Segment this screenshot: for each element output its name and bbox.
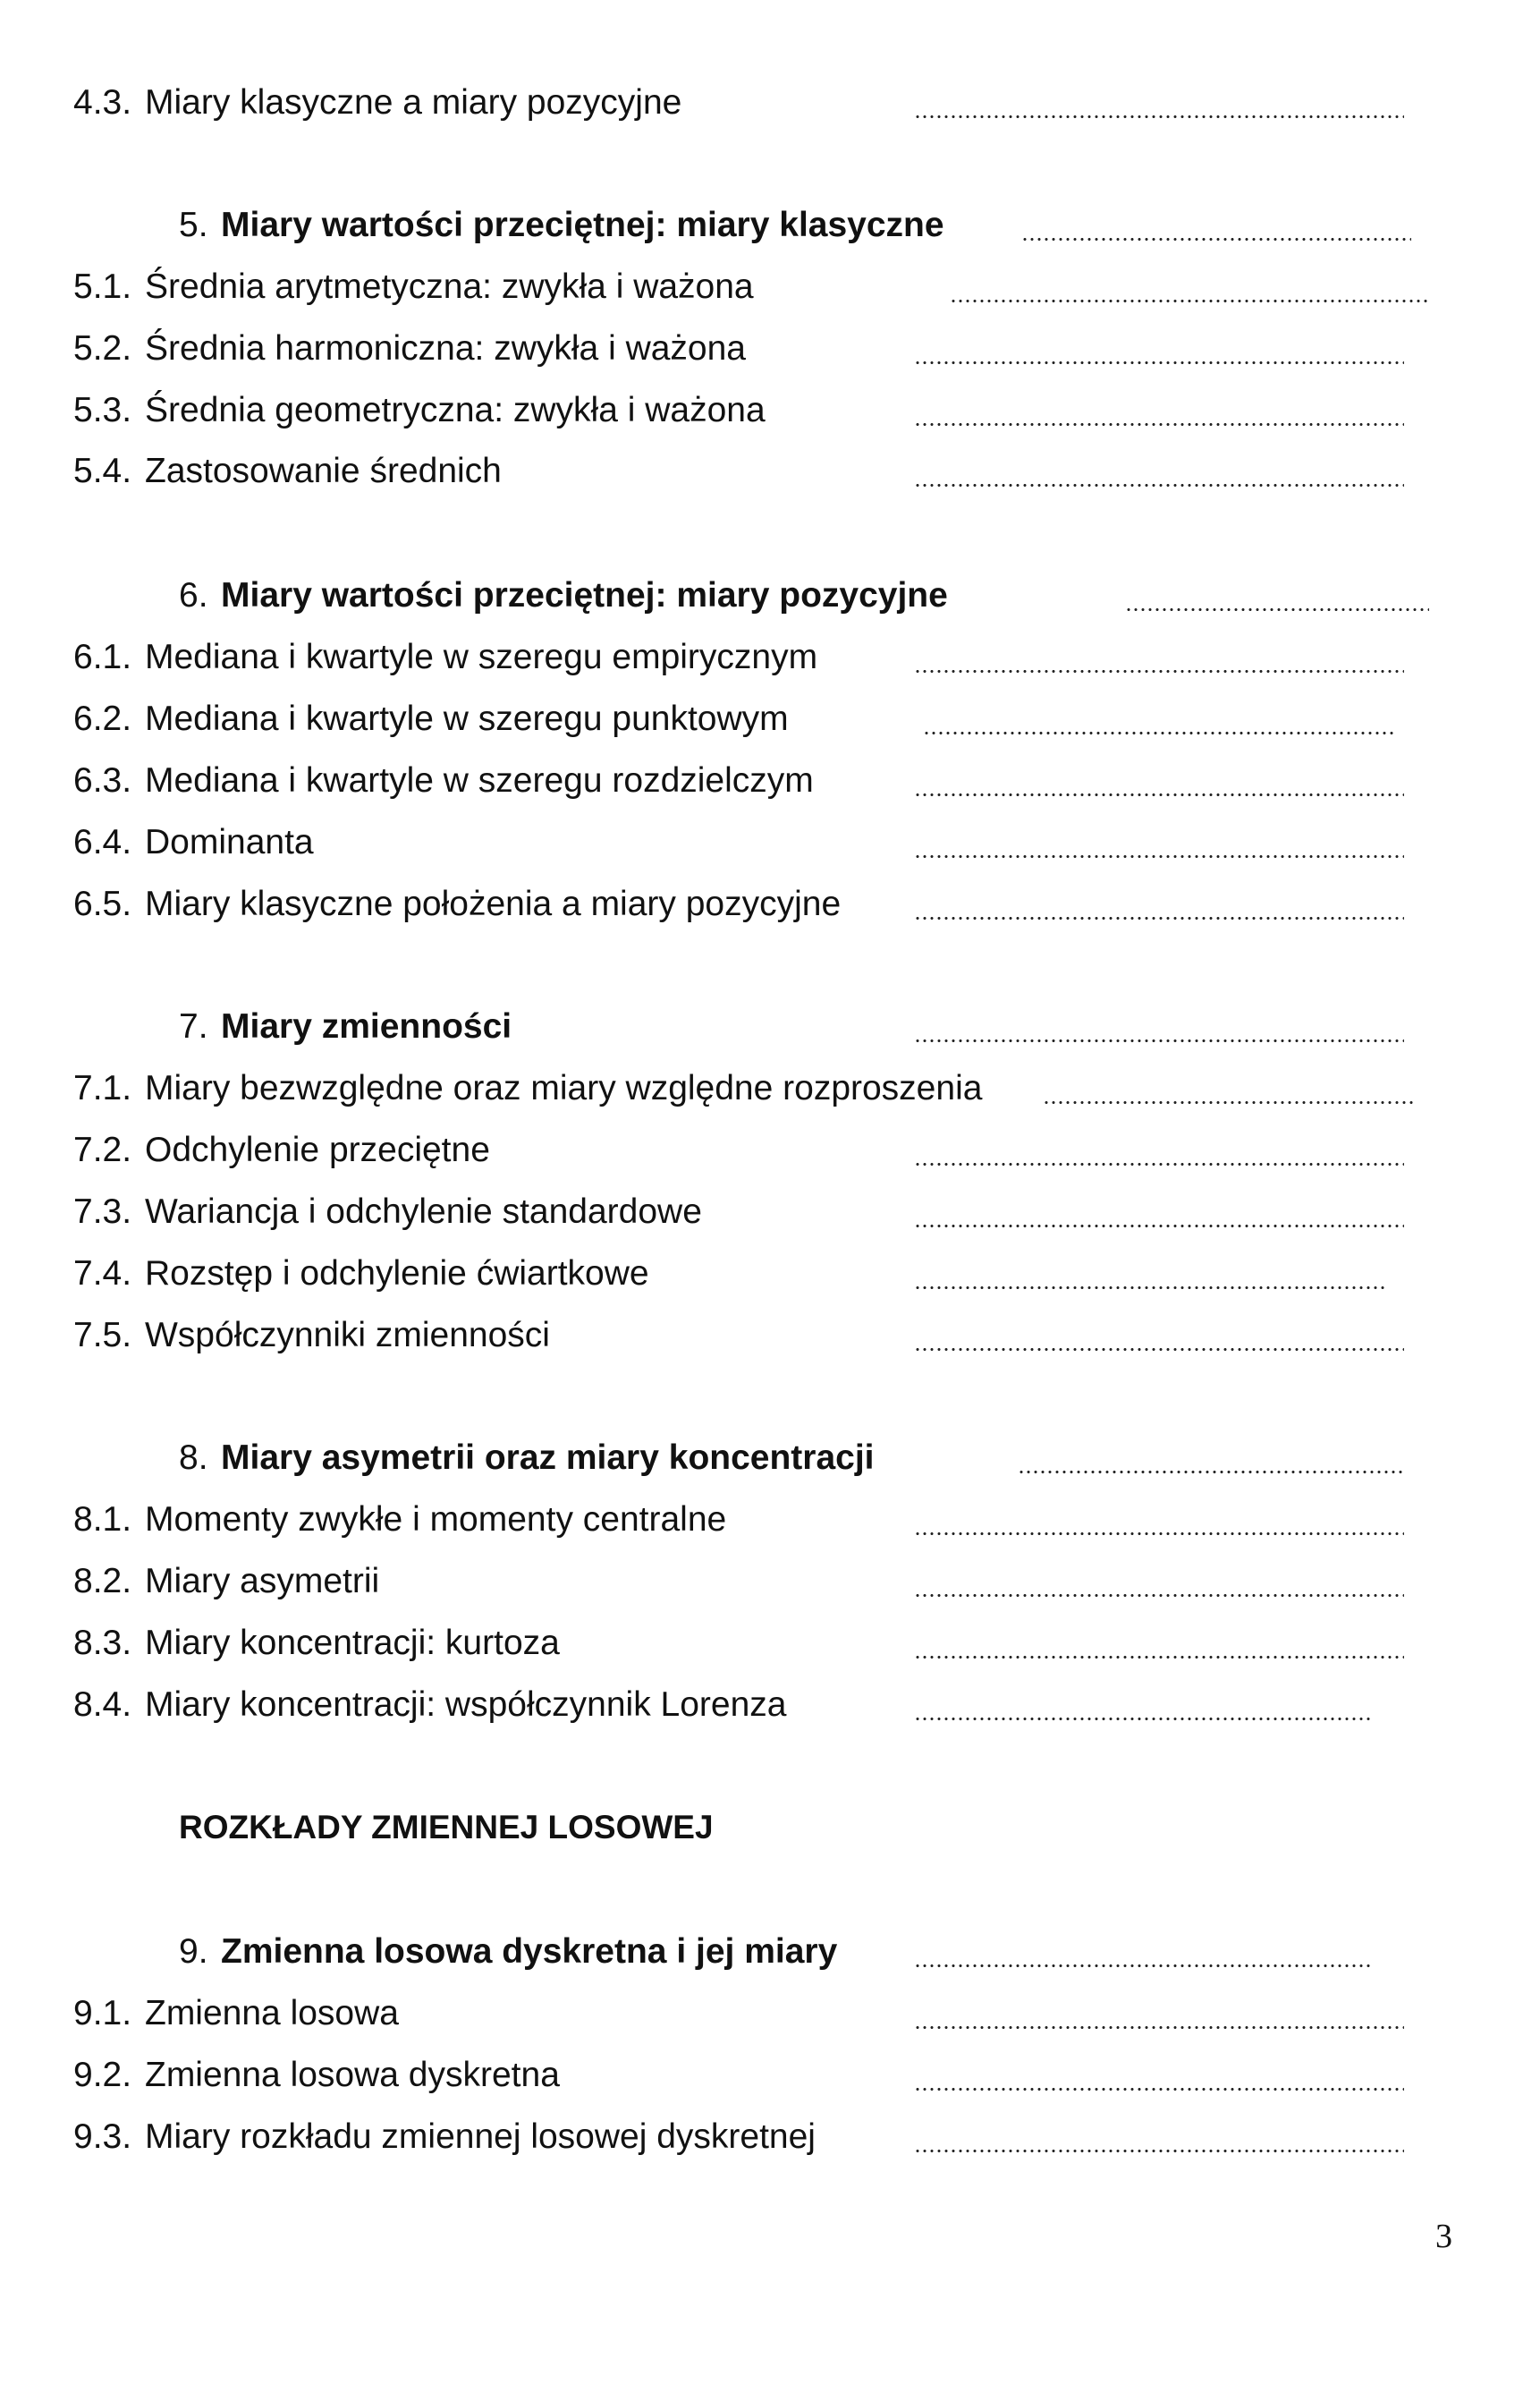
toc-chapter-title: Zmienna losowa dyskretna i jej miary <box>221 1932 838 1971</box>
toc-entry-title: Średnia harmoniczna: zwykła i ważona <box>145 329 746 368</box>
toc-entry-7-3 <box>0 1185 1540 1239</box>
dot-leader <box>914 1656 1404 1659</box>
toc-entry-5-4 <box>0 445 1540 498</box>
toc-entry-8-1 <box>0 1493 1540 1547</box>
toc-entry-title: Mediana i kwartyle w szeregu empirycznym <box>145 638 818 676</box>
toc-entry-number: 7.4. <box>73 1254 132 1293</box>
toc-entry-title: Odchylenie przeciętne <box>145 1131 490 1169</box>
toc-entry-number: 7.2. <box>73 1131 132 1169</box>
toc-entry-number: 5.4. <box>73 452 132 490</box>
toc-entry-title: Zastosowanie średnich <box>145 452 502 490</box>
dot-leader <box>914 1594 1404 1597</box>
toc-chapter-8 <box>0 1431 1540 1485</box>
dot-leader <box>1018 1471 1406 1473</box>
toc-entry-number: 4.3. <box>73 83 132 122</box>
toc-entry-title: Miary rozkładu zmiennej losowej dyskretnej <box>145 2117 816 2156</box>
dot-leader <box>914 1964 1370 1967</box>
dot-leader <box>914 484 1404 487</box>
dot-leader <box>950 300 1431 302</box>
toc-entry-title: Rozstęp i odchylenie ćwiartkowe <box>145 1254 649 1293</box>
toc-entry-5-2 <box>0 322 1540 376</box>
toc-entry-7-5 <box>0 1309 1540 1362</box>
toc-entry-title: Średnia arytmetyczna: zwykła i ważona <box>145 267 754 306</box>
toc-entry-9-1 <box>0 1987 1540 2040</box>
dot-leader <box>914 1718 1370 1720</box>
toc-entry-7-4 <box>0 1247 1540 1301</box>
dot-leader <box>914 1163 1404 1166</box>
toc-chapter-number: 9. <box>179 1932 208 1971</box>
toc-chapter-5 <box>0 199 1540 252</box>
dot-leader <box>914 1348 1404 1351</box>
toc-entry-6-3 <box>0 754 1540 808</box>
toc-entry-number: 8.3. <box>73 1624 132 1662</box>
toc-entry-number: 6.3. <box>73 761 132 800</box>
toc-entry-number: 6.5. <box>73 885 132 923</box>
toc-entry-number: 5.1. <box>73 267 132 306</box>
toc-entry-title: Miary koncentracji: współczynnik Lorenza <box>145 1685 787 1724</box>
dot-leader <box>923 732 1397 734</box>
toc-entry-9-2 <box>0 2049 1540 2102</box>
dot-leader <box>914 423 1404 426</box>
toc-entry-7-2 <box>0 1124 1540 1177</box>
toc-entry-number: 6.1. <box>73 638 132 676</box>
toc-chapter-number: 5. <box>179 206 208 244</box>
toc-entry-6-4 <box>0 816 1540 870</box>
dot-leader <box>914 1039 1404 1042</box>
dot-leader <box>914 115 1404 118</box>
toc-entry-number: 7.3. <box>73 1192 132 1231</box>
toc-entry-7-1 <box>0 1062 1540 1116</box>
toc-entry-number: 5.3. <box>73 391 132 429</box>
toc-entry-number: 9.3. <box>73 2117 132 2156</box>
toc-entry-number: 9.2. <box>73 2056 132 2094</box>
dot-leader <box>914 1286 1388 1289</box>
dot-leader <box>914 2088 1404 2091</box>
dot-leader <box>1021 238 1411 241</box>
toc-entry-title: Dominanta <box>145 823 314 861</box>
toc-entry-title: Miary koncentracji: kurtoza <box>145 1624 560 1662</box>
toc-entry-6-2 <box>0 692 1540 746</box>
toc-entry-8-4 <box>0 1678 1540 1732</box>
dot-leader <box>914 361 1404 364</box>
dot-leader <box>914 670 1404 673</box>
toc-entry-title: Średnia geometryczna: zwykła i ważona <box>145 391 766 429</box>
toc-chapter-title: Miary zmienności <box>221 1007 512 1046</box>
toc-entry-title: Miary asymetrii <box>145 1562 380 1600</box>
dot-leader <box>914 917 1404 920</box>
toc-entry-title: Wariancja i odchylenie standardowe <box>145 1192 702 1231</box>
toc-entry-title: Miary klasyczne a miary pozycyjne <box>145 83 682 122</box>
toc-entry-number: 8.4. <box>73 1685 132 1724</box>
toc-part-title: ROZKŁADY ZMIENNEJ LOSOWEJ <box>179 1809 714 1845</box>
toc-entry-number: 6.4. <box>73 823 132 861</box>
toc-entry-number: 9.1. <box>73 1994 132 2032</box>
toc-entry-title: Zmienna losowa dyskretna <box>145 2056 560 2094</box>
toc-entry-8-2 <box>0 1555 1540 1608</box>
dot-leader <box>1125 608 1429 611</box>
dot-leader <box>914 2150 1404 2152</box>
toc-entry-title: Miary klasyczne położenia a miary pozycyjne <box>145 885 842 923</box>
toc-entry-title: Współczynniki zmienności <box>145 1316 550 1354</box>
dot-leader <box>914 1225 1404 1227</box>
page-number: 3 <box>1435 2218 1452 2255</box>
toc-entry-title: Zmienna losowa <box>145 1994 399 2032</box>
toc-entry-title: Momenty zwykłe i momenty centralne <box>145 1500 727 1539</box>
dot-leader <box>914 855 1404 858</box>
toc-entry-5-3 <box>0 384 1540 437</box>
toc-entry-number: 6.2. <box>73 700 132 738</box>
toc-entry-number: 8.2. <box>73 1562 132 1600</box>
toc-entry-6-5 <box>0 878 1540 931</box>
dot-leader <box>1043 1101 1413 1104</box>
dot-leader <box>914 793 1404 796</box>
toc-entry-title: Miary bezwzględne oraz miary względne rozproszenia <box>145 1069 983 1107</box>
toc-entry-title: Mediana i kwartyle w szeregu punktowym <box>145 700 789 738</box>
toc-entry-4-3 <box>0 76 1540 130</box>
toc-entry-8-3 <box>0 1616 1540 1670</box>
toc-chapter-7 <box>0 1000 1540 1054</box>
toc-chapter-6 <box>0 569 1540 623</box>
toc-chapter-number: 7. <box>179 1007 208 1046</box>
toc-chapter-9 <box>0 1925 1540 1979</box>
toc-chapter-number: 8. <box>179 1438 208 1477</box>
toc-chapter-title: Miary asymetrii oraz miary koncentracji <box>221 1438 875 1477</box>
toc-entry-title: Mediana i kwartyle w szeregu rozdzielczym <box>145 761 814 800</box>
toc-part-heading <box>0 1801 1540 1854</box>
toc-chapter-number: 6. <box>179 576 208 615</box>
toc-entry-5-1 <box>0 260 1540 314</box>
toc-chapter-title: Miary wartości przeciętnej: miary pozycyjne <box>221 576 948 615</box>
toc-entry-number: 7.1. <box>73 1069 132 1107</box>
toc-entry-number: 7.5. <box>73 1316 132 1354</box>
toc-entry-9-3 <box>0 2110 1540 2164</box>
toc-entry-number: 8.1. <box>73 1500 132 1539</box>
toc-entry-6-1 <box>0 631 1540 684</box>
dot-leader <box>914 2026 1404 2029</box>
dot-leader <box>914 1532 1404 1535</box>
toc-entry-number: 5.2. <box>73 329 132 368</box>
toc-chapter-title: Miary wartości przeciętnej: miary klasyczne <box>221 206 944 244</box>
